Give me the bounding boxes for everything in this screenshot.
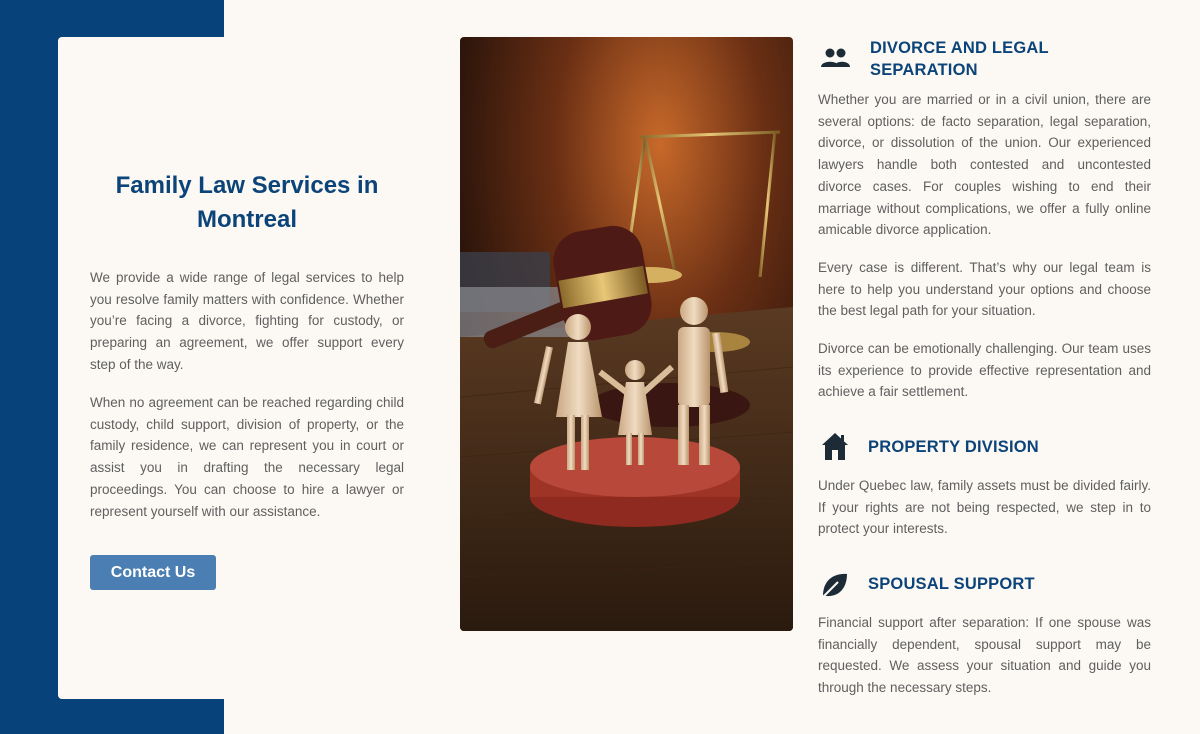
spousal-paragraph-1: Financial support after separation: If one spouse was financially dependent, spousal support may be requested. We assess your situation and guide you through the necessary steps. <box>818 615 1151 696</box>
divorce-paragraph-1: Whether you are married or in a civil union, there are several options: de facto separation, legal separation, divorce, or dissolution of the union. Our experienced lawyers handle both contested and uncontested divorce cases. For couples wishing to end their marriage without complications, we offer a fully online amicable divorce application. <box>818 92 1151 238</box>
people-icon <box>818 42 852 76</box>
divorce-section-title: DIVORCE AND LEGAL SEPARATION <box>870 39 1049 79</box>
family-law-photo <box>460 37 793 631</box>
house-icon <box>818 430 852 464</box>
contact-us-button[interactable]: Contact Us <box>90 555 216 590</box>
divorce-paragraph-3: Divorce can be emotionally challenging. Our team uses its experience to provide effective representation and achieve a fair settlement. <box>818 341 1151 400</box>
leaf-icon <box>818 568 852 602</box>
divorce-paragraph-2: Every case is different. That’s why our legal team is here to help you understand your options and choose the best legal path for your situation. <box>818 260 1151 319</box>
intro-paragraph-1: We provide a wide range of legal services to help you resolve family matters with confidence. Whether you’re facing a divorce, fighting for custody, or preparing an agreement, we offer support every step of the way. <box>90 270 404 372</box>
spousal-section-title: SPOUSAL SUPPORT <box>868 575 1035 593</box>
property-section-title: PROPERTY DIVISION <box>868 438 1039 456</box>
page-title: Family Law Services in Montreal <box>115 172 379 233</box>
intro-paragraph-2: When no agreement can be reached regarding child custody, child support, division of property, or the family residence, we can represent you in court or assist you in drafting the necessary legal proceedings. You can choose to hire a lawyer or represent yourself with our assistance. <box>90 395 404 519</box>
property-paragraph-1: Under Quebec law, family assets must be divided fairly. If your rights are not being respected, we step in to protect your interests. <box>818 478 1151 537</box>
intro-card <box>58 37 436 699</box>
